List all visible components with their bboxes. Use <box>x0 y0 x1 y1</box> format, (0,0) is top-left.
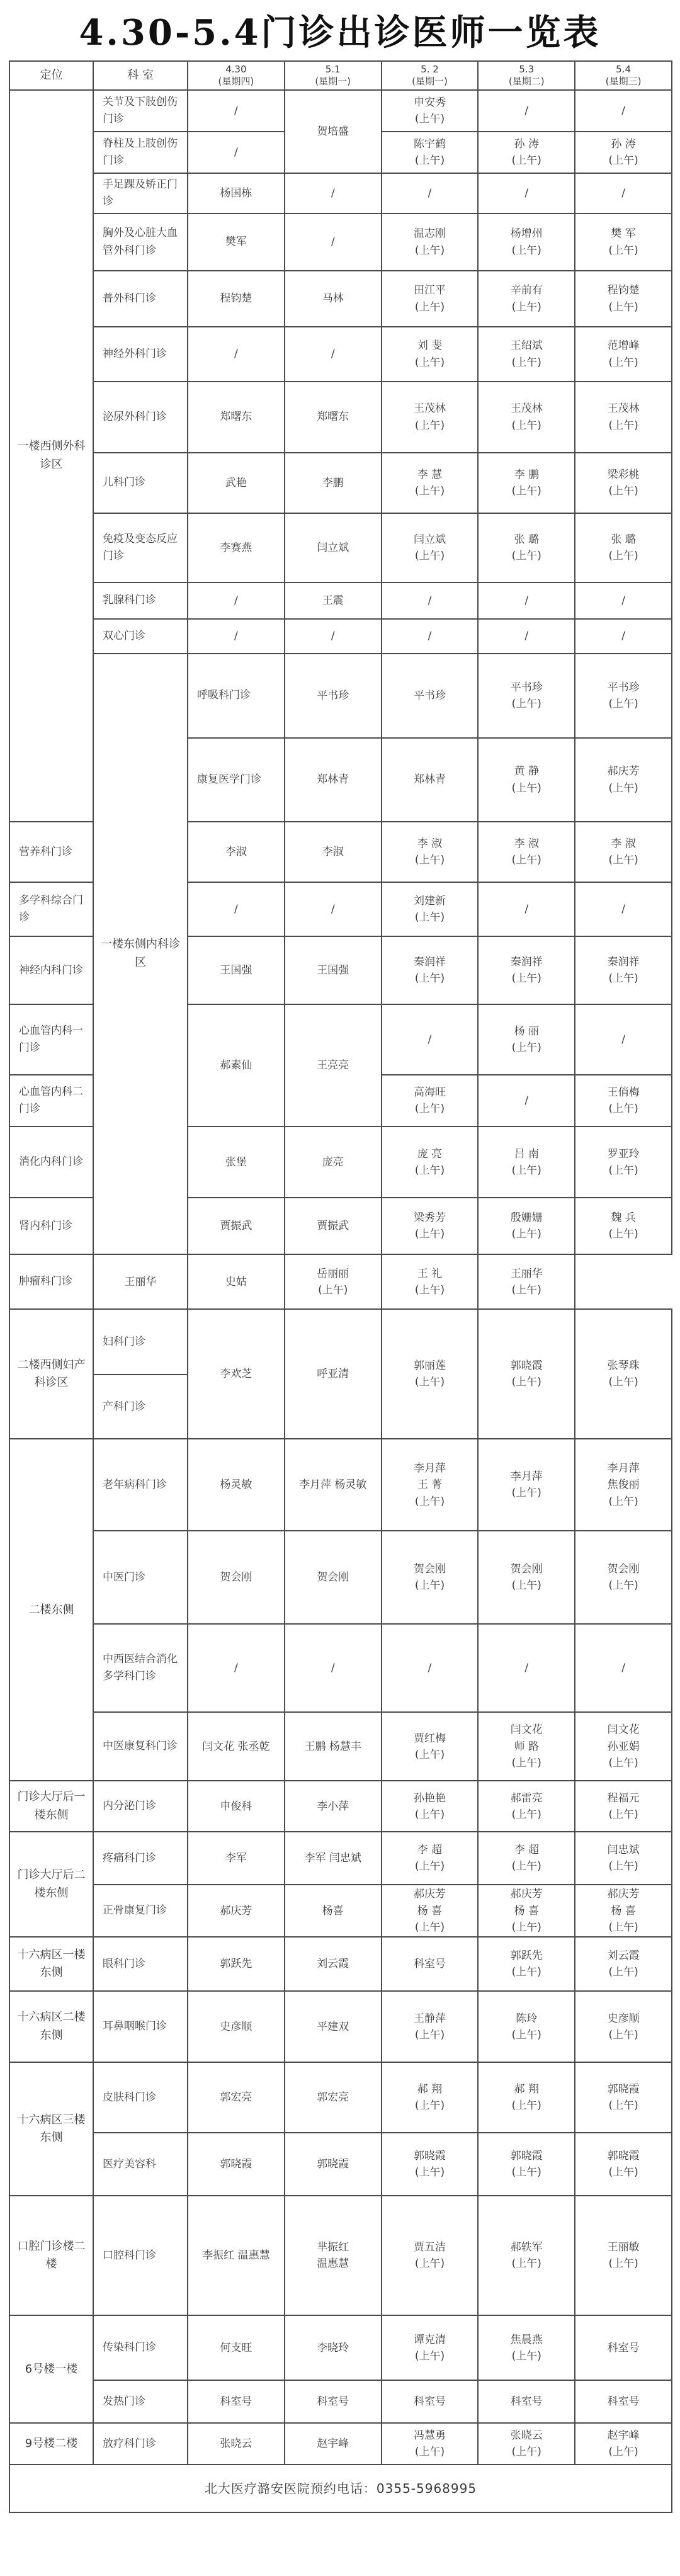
doctor-cell: 孙 涛 (上午) <box>575 132 672 173</box>
table-row <box>9 271 672 327</box>
doctor-cell: 史彦顺 <box>188 1991 285 2062</box>
doctor-cell: 王丽敏 (上午) <box>575 2196 672 2315</box>
table-row <box>9 90 672 132</box>
doctor-cell: 郭晓霞 <box>285 2133 382 2196</box>
doctor-cell: / <box>478 582 575 619</box>
location-cell: 口腔门诊楼二楼 <box>9 2196 93 2315</box>
location-cell: 门诊大厅后一楼东侧 <box>9 1781 93 1832</box>
doctor-cell: 杨灵敏 <box>188 1439 285 1531</box>
doctor-cell: 冯慧勇 (上午) <box>382 2423 479 2465</box>
doctor-cell: / <box>382 619 479 654</box>
doctor-cell: / <box>478 1624 575 1712</box>
table-row <box>9 453 672 513</box>
doctor-cell: 王丽华 (上午) <box>478 1254 575 1309</box>
table-row <box>9 1254 672 1309</box>
department-cell: 放疗科门诊 <box>93 2423 188 2465</box>
table-row <box>9 1885 672 1937</box>
doctor-cell: 王鹏 杨慧丰 <box>285 1712 382 1781</box>
department-cell: 中西医结合消化多学科门诊 <box>93 1624 188 1712</box>
doctor-cell: 郭跃先 <box>188 1937 285 1991</box>
doctor-cell: 秦润祥 (上午) <box>382 936 479 1004</box>
doctor-cell: 郑林青 <box>285 738 382 822</box>
doctor-cell: 罗亚玲 (上午) <box>575 1126 672 1198</box>
booking-phone: 北大医疗潞安医院预约电话：0355-5968995 <box>9 2465 672 2512</box>
doctor-cell: / <box>382 173 479 213</box>
doctor-cell: / <box>285 619 382 654</box>
doctor-cell: 李鹏 <box>285 453 382 513</box>
department-cell: 疼痛科门诊 <box>93 1832 188 1885</box>
doctor-cell: 贺会刚 <box>285 1531 382 1624</box>
table-row <box>9 513 672 582</box>
doctor-cell: 科室号 <box>382 2380 479 2423</box>
doctor-cell: 郝庆芳 (上午) <box>575 738 672 822</box>
doctor-cell: 李淑 <box>188 822 285 882</box>
doctor-cell: / <box>188 90 285 132</box>
table-row <box>9 173 672 213</box>
doctor-cell: 范增峰 (上午) <box>575 327 672 382</box>
doctor-cell: 秦润祥 (上午) <box>478 936 575 1004</box>
doctor-cell: 科室号 <box>478 2380 575 2423</box>
doctor-cell: 杨 丽 (上午) <box>478 1004 575 1075</box>
doctor-cell: 李 淑 (上午) <box>382 822 479 882</box>
doctor-cell: 岳丽丽 (上午) <box>285 1254 382 1309</box>
table-row <box>9 1624 672 1712</box>
doctor-cell: 平建双 <box>285 1991 382 2062</box>
doctor-cell: 芈振红 温惠慧 <box>285 2196 382 2315</box>
doctor-cell: 科室号 <box>382 1937 479 1991</box>
department-cell: 肿瘤科门诊 <box>9 1254 93 1309</box>
page-title: 4.30-5.4门诊出诊医师一览表 <box>79 12 601 54</box>
doctor-cell: / <box>478 90 575 132</box>
doctor-cell: 郑曙东 <box>285 382 382 453</box>
table-row <box>9 1937 672 1991</box>
doctor-cell: 辛前有 (上午) <box>478 271 575 327</box>
header-department: 科 室 <box>93 61 188 90</box>
table-row <box>9 2196 672 2315</box>
doctor-cell: 郑曙东 <box>188 382 285 453</box>
doctor-cell: 平书珍 <box>285 654 382 738</box>
header-day-5: 5.4 (星期三) <box>575 61 672 90</box>
doctor-cell: 闫忠斌 (上午) <box>575 1832 672 1885</box>
doctor-cell: 高海旺 (上午) <box>382 1075 479 1126</box>
doctor-cell: / <box>188 132 285 173</box>
doctor-cell: 平书珍 (上午) <box>575 654 672 738</box>
doctor-cell: 李 鹏 (上午) <box>478 453 575 513</box>
department-cell: 免疫及变态反应门诊 <box>93 513 188 582</box>
schedule-table <box>9 60 672 2513</box>
doctor-cell: 闫立斌 (上午) <box>382 513 479 582</box>
doctor-cell: 张 璐 (上午) <box>478 513 575 582</box>
doctor-cell: 科室号 <box>575 2380 672 2423</box>
location-cell: 二楼西侧妇产科诊区 <box>9 1309 93 1439</box>
doctor-cell: 史彦顺 (上午) <box>575 1991 672 2062</box>
doctor-cell: / <box>478 619 575 654</box>
table-row <box>9 654 672 738</box>
table-row <box>9 2133 672 2196</box>
doctor-cell: / <box>575 1004 672 1075</box>
doctor-cell: 郝 翔 (上午) <box>382 2062 479 2133</box>
doctor-cell: 焦晨燕 (上午) <box>478 2315 575 2380</box>
doctor-cell: 郝雷亮 (上午) <box>478 1781 575 1832</box>
location-cell: 一楼西侧外科诊区 <box>9 90 93 822</box>
doctor-cell: 王丽华 <box>93 1254 188 1309</box>
doctor-cell: 史姑 <box>188 1254 285 1309</box>
doctor-cell: / <box>478 1075 575 1126</box>
doctor-cell: 李 超 (上午) <box>382 1832 479 1885</box>
doctor-cell: 王茂林 (上午) <box>575 382 672 453</box>
doctor-cell: 殷姗姗 (上午) <box>478 1198 575 1254</box>
doctor-cell: 郝素仙 <box>188 1004 285 1126</box>
location-cell: 十六病区二楼东侧 <box>9 1991 93 2062</box>
doctor-cell: 李 淑 (上午) <box>478 822 575 882</box>
doctor-cell: 黄 静 (上午) <box>478 738 575 822</box>
doctor-cell: 贺会刚 (上午) <box>382 1531 479 1624</box>
doctor-cell: 庞 亮 (上午) <box>382 1126 479 1198</box>
header-location: 定位 <box>9 61 93 90</box>
doctor-cell: 秦润祥 (上午) <box>575 936 672 1004</box>
header-day-1: 4.30 (星期四) <box>188 61 285 90</box>
department-cell: 双心门诊 <box>93 619 188 654</box>
doctor-cell: 科室号 <box>285 2380 382 2423</box>
table-row <box>9 2380 672 2423</box>
department-cell: 泌尿外科门诊 <box>93 382 188 453</box>
department-cell: 眼科门诊 <box>93 1937 188 1991</box>
doctor-cell: / <box>575 582 672 619</box>
doctor-cell: 郭晓霞 (上午) <box>575 2133 672 2196</box>
doctor-cell: 呼亚清 <box>285 1309 382 1439</box>
table-row <box>9 327 672 382</box>
doctor-cell: 王茂林 (上午) <box>382 382 479 453</box>
doctor-cell: 庞亮 <box>285 1126 382 1198</box>
department-cell: 医疗美容科 <box>93 2133 188 2196</box>
department-cell: 关节及下肢创伤门诊 <box>93 90 188 132</box>
table-row <box>9 2062 672 2133</box>
doctor-cell: 李欢芝 <box>188 1309 285 1439</box>
location-cell: 十六病区一楼东侧 <box>9 1937 93 1991</box>
doctor-cell: 郭晓霞 (上午) <box>575 2062 672 2133</box>
doctor-cell: 刘 斐 (上午) <box>382 327 479 382</box>
doctor-cell: 程福元 (上午) <box>575 1781 672 1832</box>
doctor-cell: / <box>188 1624 285 1712</box>
department-cell: 胸外及心脏大血管外科门诊 <box>93 213 188 271</box>
doctor-cell: 申俊科 <box>188 1781 285 1832</box>
doctor-cell: 郝庆芳 杨 喜 (上午) <box>382 1885 479 1937</box>
doctor-cell: 田江平 (上午) <box>382 271 479 327</box>
table-row <box>9 1991 672 2062</box>
doctor-cell: 郝庆芳 杨 喜 (上午) <box>478 1885 575 1937</box>
doctor-cell: 王静萍 (上午) <box>382 1991 479 2062</box>
doctor-cell: 平书珍 (上午) <box>478 654 575 738</box>
table-row <box>9 2423 672 2465</box>
doctor-cell: 赵宇峰 <box>285 2423 382 2465</box>
doctor-cell: 贺会刚 (上午) <box>478 1531 575 1624</box>
doctor-cell: 张 璐 (上午) <box>575 513 672 582</box>
doctor-cell: 张晓云 (上午) <box>478 2423 575 2465</box>
doctor-cell: 郝庆芳 杨 喜 (上午) <box>575 1885 672 1937</box>
location-cell: 门诊大厅后二楼东侧 <box>9 1832 93 1937</box>
doctor-cell: 李 淑 (上午) <box>575 822 672 882</box>
doctor-cell: 李月萍 焦俊丽 (上午) <box>575 1439 672 1531</box>
doctor-cell: 孙艳艳 (上午) <box>382 1781 479 1832</box>
doctor-cell: 樊 军 (上午) <box>575 213 672 271</box>
doctor-cell: 闫文花 师 路 (上午) <box>478 1712 575 1781</box>
doctor-cell: 李振红 温惠慧 <box>188 2196 285 2315</box>
doctor-cell: / <box>575 90 672 132</box>
doctor-cell: 李军 <box>188 1832 285 1885</box>
doctor-cell: / <box>285 882 382 936</box>
doctor-cell: / <box>285 327 382 382</box>
doctor-cell: 闫文花 张丞乾 <box>188 1712 285 1781</box>
doctor-cell: / <box>575 619 672 654</box>
doctor-cell: 闫立斌 <box>285 513 382 582</box>
doctor-cell: / <box>478 173 575 213</box>
doctor-cell: 郭晓霞 (上午) <box>478 1309 575 1439</box>
department-cell: 乳腺科门诊 <box>93 582 188 619</box>
department-cell: 神经内科门诊 <box>9 936 93 1004</box>
doctor-cell: / <box>285 173 382 213</box>
doctor-cell: / <box>188 619 285 654</box>
table-row <box>9 382 672 453</box>
doctor-cell: 何支旺 <box>188 2315 285 2380</box>
department-cell: 肾内科门诊 <box>9 1198 93 1254</box>
department-cell: 内分泌门诊 <box>93 1781 188 1832</box>
doctor-cell: 贾振武 <box>188 1198 285 1254</box>
department-cell: 发热门诊 <box>93 2380 188 2423</box>
header-day-4: 5.3 (星期二) <box>478 61 575 90</box>
doctor-cell: 杨喜 <box>285 1885 382 1937</box>
doctor-cell: / <box>382 1624 479 1712</box>
doctor-cell: 郭丽莲 (上午) <box>382 1309 479 1439</box>
department-cell: 中医康复科门诊 <box>93 1712 188 1781</box>
table-row <box>9 582 672 619</box>
location-cell: 二楼东侧 <box>9 1439 93 1781</box>
doctor-cell: 贾五洁 (上午) <box>382 2196 479 2315</box>
schedule-body <box>9 90 672 2465</box>
header-row <box>9 61 672 90</box>
doctor-cell: 王绍斌 (上午) <box>478 327 575 382</box>
doctor-cell: 李军 闫忠斌 <box>285 1832 382 1885</box>
doctor-cell: 谭克清 (上午) <box>382 2315 479 2380</box>
doctor-cell: 贾红梅 (上午) <box>382 1712 479 1781</box>
doctor-cell: 杨增州 (上午) <box>478 213 575 271</box>
table-row <box>9 1781 672 1832</box>
doctor-cell: 马林 <box>285 271 382 327</box>
doctor-cell: 平书珍 <box>382 654 479 738</box>
department-cell: 消化内科门诊 <box>9 1126 93 1198</box>
doctor-cell: / <box>188 582 285 619</box>
department-cell: 多学科综合门诊 <box>9 882 93 936</box>
doctor-cell: 李月萍 王 菁 (上午) <box>382 1439 479 1531</box>
department-cell: 传染科门诊 <box>93 2315 188 2380</box>
table-row <box>9 1712 672 1781</box>
table-row <box>9 2315 672 2380</box>
doctor-cell: 王震 <box>285 582 382 619</box>
department-cell: 营养科门诊 <box>9 822 93 882</box>
doctor-cell: / <box>285 213 382 271</box>
table-row <box>9 1439 672 1531</box>
doctor-cell: 贺会刚 (上午) <box>575 1531 672 1624</box>
header-day-3: 5. 2 (星期一) <box>382 61 479 90</box>
doctor-cell: 李 超 (上午) <box>478 1832 575 1885</box>
doctor-cell: 贺会刚 <box>188 1531 285 1624</box>
table-row <box>9 1832 672 1885</box>
doctor-cell: 王亮亮 <box>285 1004 382 1126</box>
doctor-cell: / <box>478 882 575 936</box>
doctor-cell: 梁彩桃 (上午) <box>575 453 672 513</box>
location-cell: 一楼东侧内科诊区 <box>93 654 188 1254</box>
footer-row <box>9 2465 672 2512</box>
department-cell: 手足踝及矫正门诊 <box>93 173 188 213</box>
doctor-cell: 李月萍 (上午) <box>478 1439 575 1531</box>
department-cell: 产科门诊 <box>93 1375 188 1439</box>
doctor-cell: 李 慧 (上午) <box>382 453 479 513</box>
doctor-cell: 郭晓霞 <box>188 2133 285 2196</box>
doctor-cell: / <box>575 1624 672 1712</box>
department-cell: 中医门诊 <box>93 1531 188 1624</box>
doctor-cell: / <box>188 327 285 382</box>
department-cell: 普外科门诊 <box>93 271 188 327</box>
doctor-cell: / <box>382 1004 479 1075</box>
table-row <box>9 213 672 271</box>
table-row <box>9 1531 672 1624</box>
doctor-cell: 刘云霞 (上午) <box>575 1937 672 1991</box>
doctor-cell: / <box>188 882 285 936</box>
department-cell: 心血管内科一门诊 <box>9 1004 93 1075</box>
department-cell: 呼吸科门诊 <box>188 654 285 738</box>
doctor-cell: 郭晓霞 (上午) <box>382 2133 479 2196</box>
department-cell: 正骨康复门诊 <box>93 1885 188 1937</box>
doctor-cell: 王 礼 (上午) <box>382 1254 479 1309</box>
department-cell: 皮肤科门诊 <box>93 2062 188 2133</box>
doctor-cell: 杨国栋 <box>188 173 285 213</box>
doctor-cell: 武艳 <box>188 453 285 513</box>
doctor-cell: 郭宏亮 <box>188 2062 285 2133</box>
doctor-cell: 李月萍 杨灵敏 <box>285 1439 382 1531</box>
doctor-cell: 郝庆芳 <box>188 1885 285 1937</box>
department-cell: 妇科门诊 <box>93 1309 188 1375</box>
doctor-cell: / <box>575 882 672 936</box>
doctor-cell: 李晓玲 <box>285 2315 382 2380</box>
doctor-cell: 陈玲 (上午) <box>478 1991 575 2062</box>
department-cell: 神经外科门诊 <box>93 327 188 382</box>
doctor-cell: 郑林青 <box>382 738 479 822</box>
doctor-cell: 刘云霞 <box>285 1937 382 1991</box>
doctor-cell: 郝 翔 (上午) <box>478 2062 575 2133</box>
doctor-cell: 郭宏亮 <box>285 2062 382 2133</box>
doctor-cell: 王俏梅 (上午) <box>575 1075 672 1126</box>
doctor-cell: 张琴珠 (上午) <box>575 1309 672 1439</box>
location-cell: 9号楼二楼 <box>9 2423 93 2465</box>
doctor-cell: 孙 涛 (上午) <box>478 132 575 173</box>
doctor-cell: 李赛燕 <box>188 513 285 582</box>
department-cell: 老年病科门诊 <box>93 1439 188 1531</box>
doctor-cell: 魏 兵 (上午) <box>575 1198 672 1254</box>
doctor-cell: 李小萍 <box>285 1781 382 1832</box>
doctor-cell: 刘建新 (上午) <box>382 882 479 936</box>
doctor-cell: 程钧楚 (上午) <box>575 271 672 327</box>
doctor-cell: 温志刚 (上午) <box>382 213 479 271</box>
header-day-2: 5.1 (星期一) <box>285 61 382 90</box>
department-cell: 耳鼻咽喉门诊 <box>93 1991 188 2062</box>
location-cell: 6号楼一楼 <box>9 2315 93 2423</box>
doctor-cell: 贾振武 <box>285 1198 382 1254</box>
doctor-cell: 郝轶军 (上午) <box>478 2196 575 2315</box>
doctor-cell: / <box>382 582 479 619</box>
department-cell: 儿科门诊 <box>93 453 188 513</box>
doctor-cell: / <box>575 173 672 213</box>
doctor-cell: 樊军 <box>188 213 285 271</box>
doctor-cell: 王茂林 (上午) <box>478 382 575 453</box>
doctor-cell: 科室号 <box>188 2380 285 2423</box>
doctor-cell: 程钧楚 <box>188 271 285 327</box>
doctor-cell: / <box>285 1624 382 1712</box>
doctor-cell: 郭晓霞 (上午) <box>478 2133 575 2196</box>
table-row <box>9 1309 672 1375</box>
doctor-cell: 张堡 <box>188 1126 285 1198</box>
table-row <box>9 619 672 654</box>
doctor-cell: 张晓云 <box>188 2423 285 2465</box>
doctor-cell: 王国强 <box>188 936 285 1004</box>
doctor-cell: 梁秀芳 (上午) <box>382 1198 479 1254</box>
location-cell: 十六病区三楼东侧 <box>9 2062 93 2196</box>
department-cell: 脊柱及上肢创伤门诊 <box>93 132 188 173</box>
department-cell: 康复医学门诊 <box>188 738 285 822</box>
doctor-cell: 科室号 <box>575 2315 672 2380</box>
doctor-cell: 陈宇鹤 (上午) <box>382 132 479 173</box>
department-cell: 口腔科门诊 <box>93 2196 188 2315</box>
doctor-cell: 闫文花 孙亚娟 (上午) <box>575 1712 672 1781</box>
doctor-cell: 申安秀 (上午) <box>382 90 479 132</box>
doctor-cell: 赵宇峰 (上午) <box>575 2423 672 2465</box>
doctor-cell: 王国强 <box>285 936 382 1004</box>
doctor-cell: 李淑 <box>285 822 382 882</box>
doctor-cell: 贺培盛 <box>285 90 382 173</box>
department-cell: 心血管内科二门诊 <box>9 1075 93 1126</box>
doctor-cell: 郭跃先 (上午) <box>478 1937 575 1991</box>
doctor-cell: 吕 南 (上午) <box>478 1126 575 1198</box>
